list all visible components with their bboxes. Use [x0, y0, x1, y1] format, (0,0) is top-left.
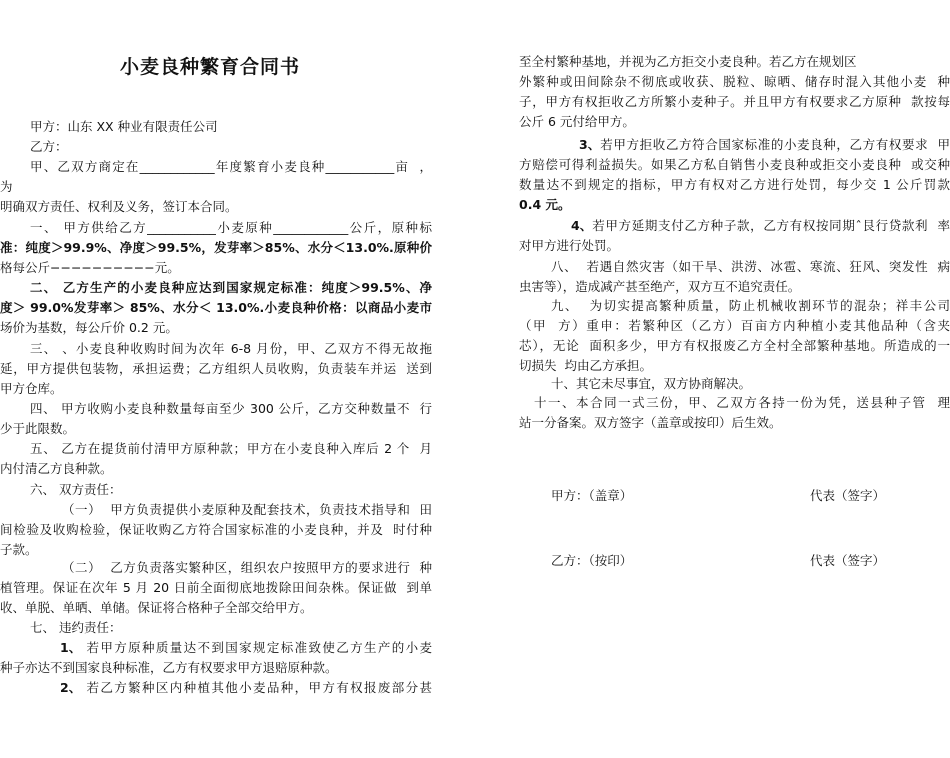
clause-9-line: （甲 方）重申：若繁种区（乙方）百亩方内种植小麦其他品种（含夹 — [519, 318, 950, 333]
clause-7-3-line: 数量达不到规定的指标，甲方有权对乙方进行处罚，每少交 1 公斤罚款 — [519, 177, 950, 192]
clause-11-line: 站一分备案。双方签字（盖章或按印）后生效。 — [519, 415, 782, 430]
clause-7-4-line: 对甲方进行处罚。 — [519, 238, 620, 253]
clause-7-1-number: 1、 — [60, 640, 82, 655]
clause-8-line: 虫害等），造成减产甚至绝产，双方互不追究责任。 — [519, 279, 801, 294]
clause-9-line: 芯），无论 面积多少，甲方有权报废乙方全村全部繁种基地。所造成的一 — [519, 338, 950, 353]
clause-4-line: 四、 甲方收购小麦良种数量每亩至少 300 公斤，乙方交种数量不 行 — [30, 401, 432, 416]
clause-7-3-line: 方赔偿可得利益损失。如果乙方私自销售小麦良种或拒交小麦良种 或交种 — [519, 157, 950, 172]
clause-7-2-continued: 外繁种或田间除杂不彻底或收获、脱粒、晾晒、储存时混入其他小麦 种 — [519, 74, 950, 89]
clause-7-3-number: 3、 — [579, 137, 601, 152]
clause-7-3-line: 若甲方拒收乙方符合国家标准的小麦良种，乙方有权要求 甲 — [600, 137, 950, 152]
party-b-line: 乙方： — [30, 139, 68, 154]
clause-2-line: 二、 乙方生产的小麦良种应达到国家规定标准：纯度＞99.5%、净 — [30, 280, 432, 295]
party-a-seal: 甲方：（盖章） — [551, 488, 633, 503]
party-a-representative: 代表（签字） — [810, 488, 886, 503]
clause-4-line: 少于此限数。 — [0, 421, 76, 436]
clause-7-2-row — [0, 678, 432, 698]
clause-7-4-line: 若甲方延期支付乙方种子款，乙方有权按同期ˆ艮行贷款利 率 — [592, 218, 950, 233]
clause-5-line: 内付清乙方良种款。 — [0, 461, 113, 476]
party-a-line: 甲方：山东 XX 种业有限责任公司 — [30, 119, 218, 134]
clause-6-2-line: 收、单脱、单晒、单储。保证将合格种子全部交给甲方。 — [0, 600, 313, 615]
clause-6-1-line: 间检验及收购检验，保证收购乙方符合国家标准的小麦良种，并及 时付种 — [0, 522, 432, 537]
clause-6-heading: 六、 双方责任： — [30, 482, 122, 497]
intro-line: 明确双方责任、权利及义务，签订本合同。 — [0, 199, 238, 214]
clause-1-line: 准：纯度＞99.9%、净度＞99.5%，发芽率＞85%、水分＜13.0%.原种价 — [0, 240, 432, 255]
intro-line: 为 — [0, 179, 13, 194]
clause-7-3-row — [519, 135, 950, 155]
clause-6-2-line: 植管理。保证在次年 5 月 20 日前全面彻底地拨除田间杂株。保证做 到单 — [0, 580, 432, 595]
clause-8-line: 八、 若遇自然灾害（如干旱、洪涝、冰雹、寒流、狂风、突发性 病 — [551, 259, 950, 274]
clause-7-2-continued: 至全村繁种基地，并视为乙方拒交小麦良种。若乙方在规划区 — [519, 54, 857, 69]
clause-9-line: 切损失 均由乙方承担。 — [519, 358, 652, 373]
clause-6-1-line: （一） 甲方负责提供小麦原种及配套技术，负责技术指导和 田 — [62, 502, 432, 517]
clause-9-line: 九、 为切实提高繁种质量，防止机械收割环节的混杂；祥丰公司 — [551, 298, 950, 313]
contract-title: 小麦良种繁育合同书 — [120, 56, 301, 78]
clause-7-2-number: 2、 — [60, 680, 82, 695]
clause-7-4-number: 4、 — [571, 218, 593, 233]
clause-7-1-row — [0, 638, 432, 658]
intro-line: 甲、乙双方商定在____________年度繁育小麦良种___________亩 ， — [30, 159, 432, 174]
clause-2-line: 场价为基数，每公斤价 0.2 元。 — [0, 320, 178, 335]
clause-3-line: 甲方仓库。 — [0, 381, 63, 396]
clause-7-2-continued: 子，甲方有权拒收乙方所繁小麦种子。并且甲方有权要求乙方原种 款按每 — [519, 94, 950, 109]
clause-3-line: 延，甲方提供包装物，承担运费；乙方组织人员收购，负责装车并运 送到 — [0, 361, 432, 376]
clause-6-2-line: （二） 乙方负责落实繁种区，组织农户按照甲方的要求进行 种 — [62, 560, 432, 575]
clause-1-line: 一、 甲方供给乙方___________小麦原种____________公斤，原种标 — [30, 220, 432, 235]
clause-7-heading: 七、 违约责任： — [30, 620, 122, 635]
clause-5-line: 五、 乙方在提货前付清甲方原种款；甲方在小麦良种入库后 2 个 月 — [30, 441, 432, 456]
clause-3-line: 三、 、小麦良种收购时间为次年 6-8 月份，甲、乙双方不得无故拖 — [30, 341, 432, 356]
clause-1-line: 格每公斤−−−−−−−−−−元。 — [0, 260, 180, 275]
clause-6-1-line: 子款。 — [0, 542, 38, 557]
party-b-representative: 代表（签字） — [810, 553, 886, 568]
clause-2-line: 度＞ 99.0%发芽率＞ 85%、水分＜ 13.0%.小麦良种价格：以商品小麦市 — [0, 300, 432, 315]
clause-7-3-line: 0.4 元。 — [519, 197, 571, 212]
clause-7-1-line: 种子亦达不到国家良种标准，乙方有权要求甲方退赔原种款。 — [0, 660, 338, 675]
clause-7-1-line: 若甲方原种质量达不到国家规定标准致使乙方生产的小麦 — [81, 640, 432, 655]
clause-10-line: 十、其它未尽事宜，双方协商解决。 — [551, 376, 752, 391]
clause-11-line: 十一、本合同一式三份，甲、乙双方各持一份为凭，送县种子管 理 — [534, 395, 950, 410]
clause-7-4-row — [519, 216, 950, 236]
clause-7-2-line: 若乙方繁种区内种植其他小麦品种，甲方有权报废部分甚 — [81, 680, 432, 695]
clause-7-2-continued: 公斤 6 元付给甲方。 — [519, 114, 635, 129]
party-b-seal: 乙方：（按印） — [551, 553, 633, 568]
